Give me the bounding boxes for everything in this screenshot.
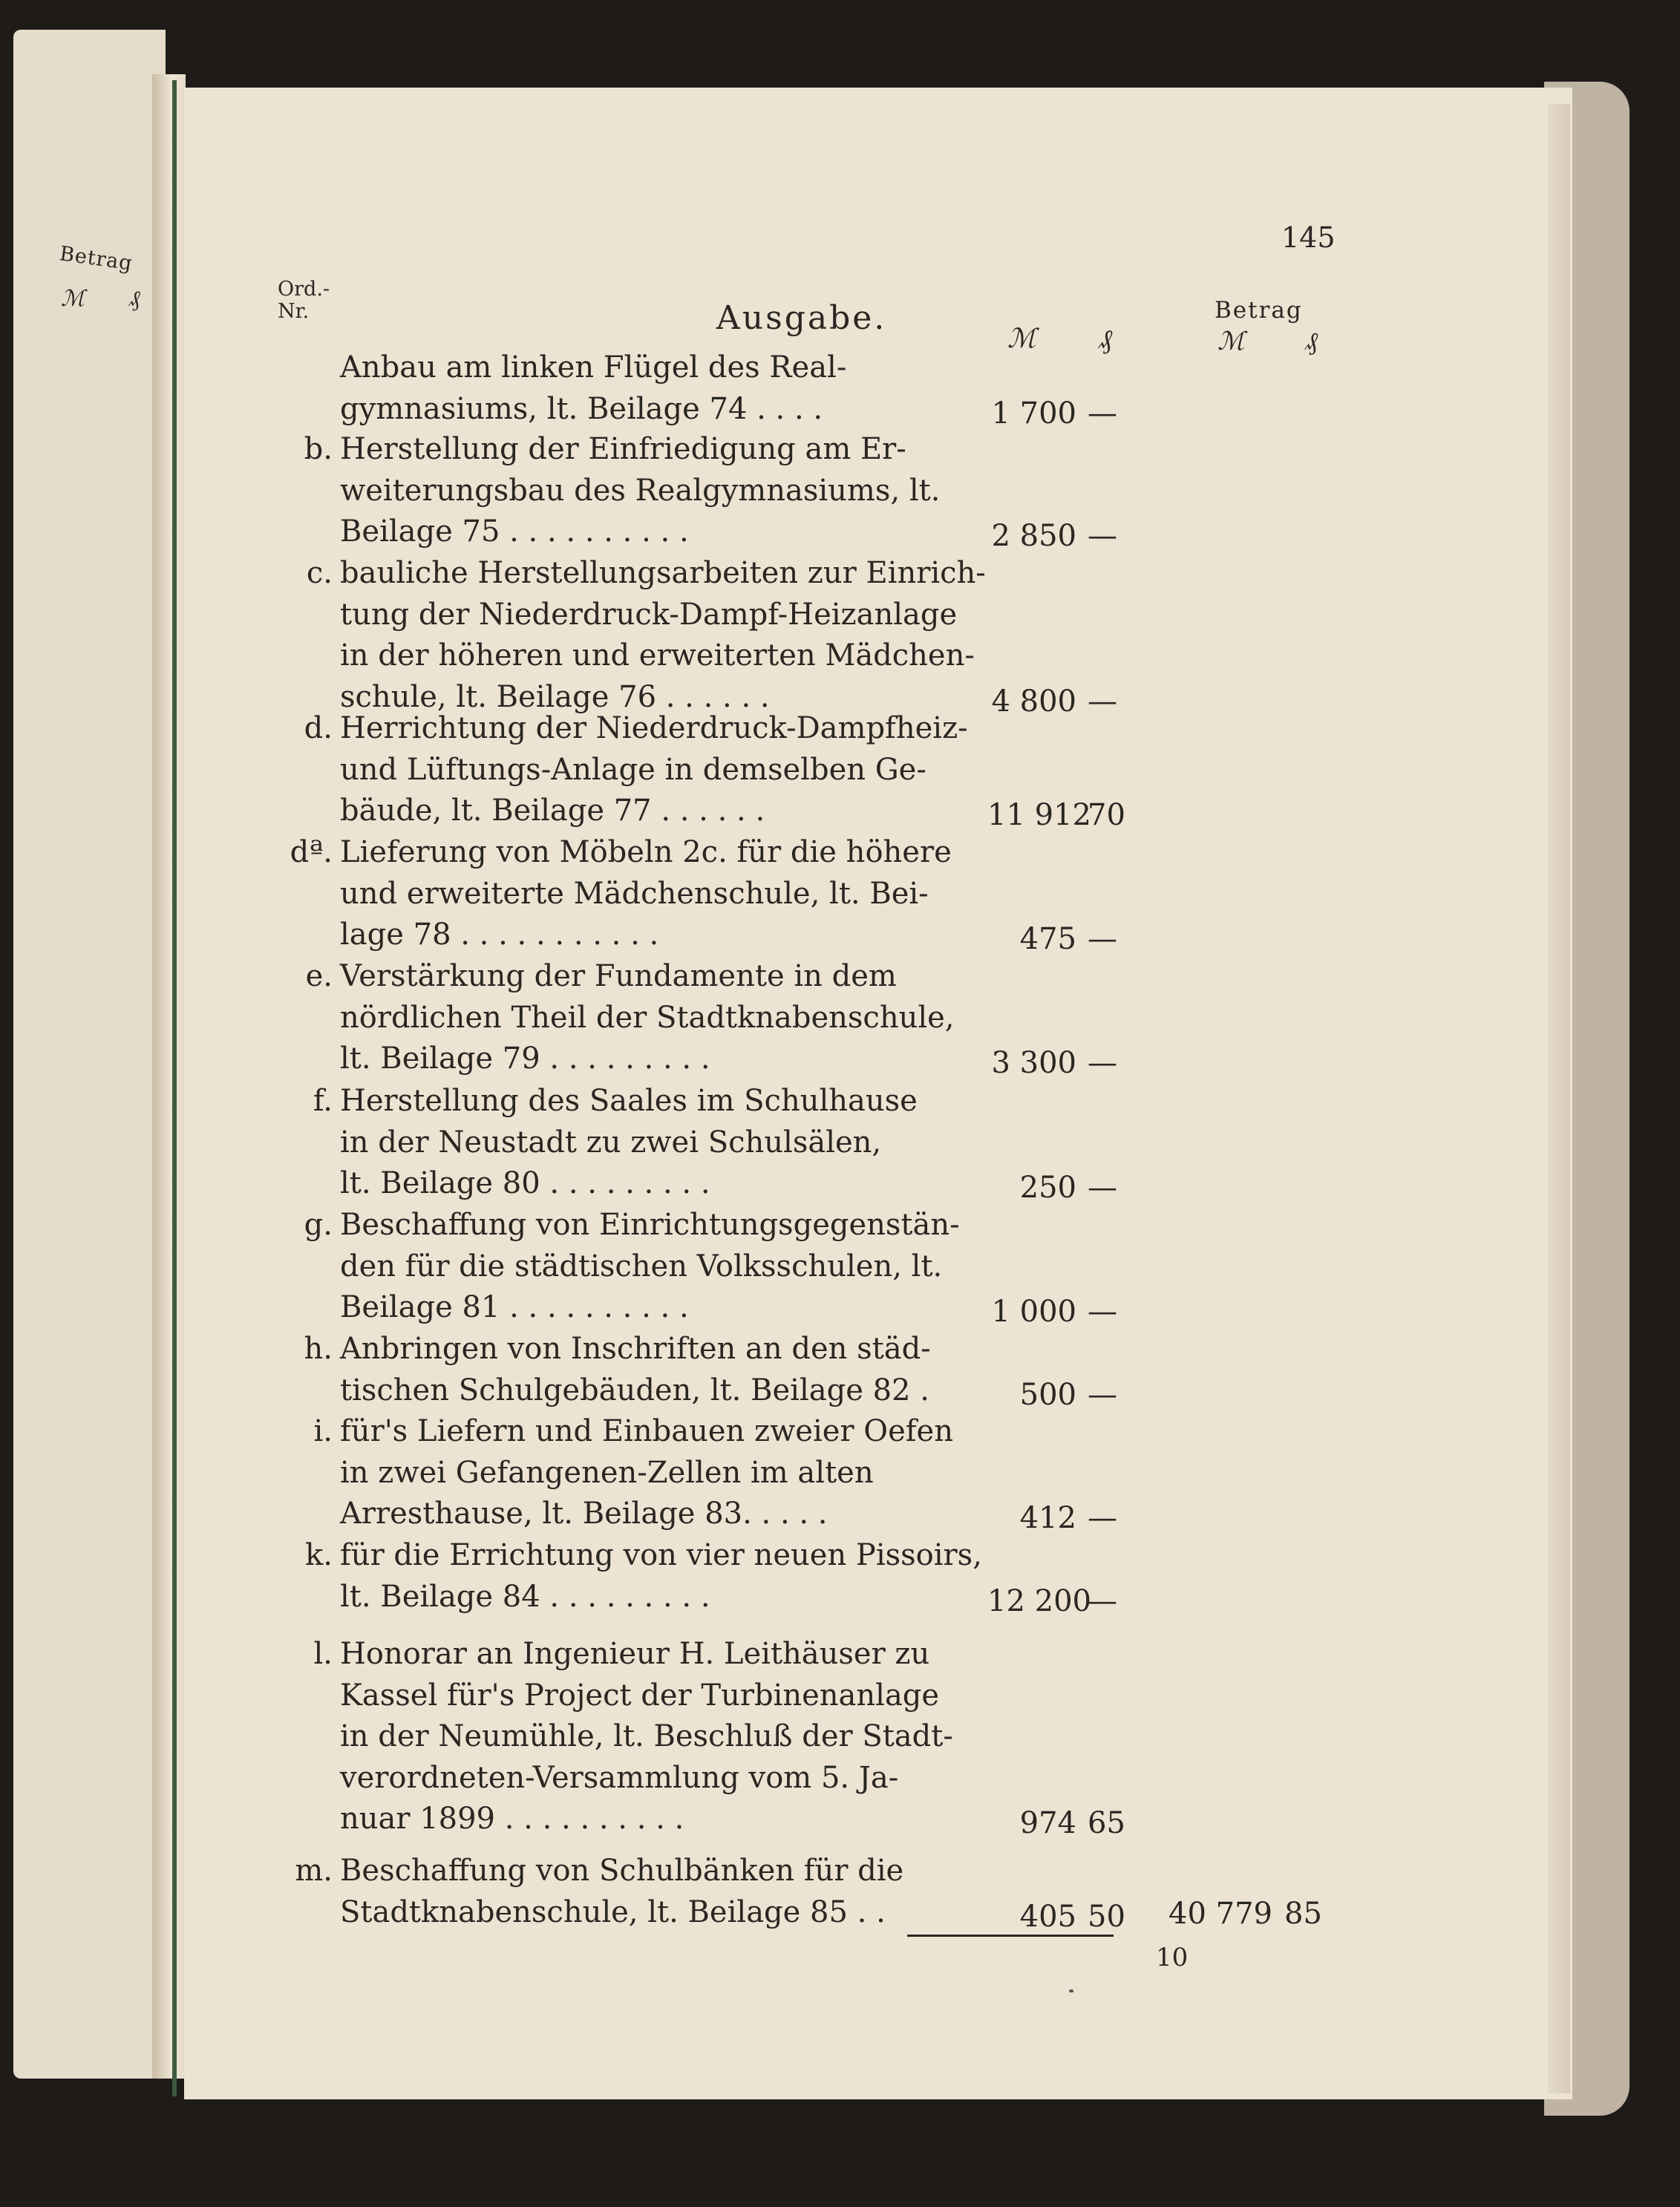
entry-text-line: bäude, lt. Beilage 77 . . . . . . [340,794,765,828]
pfennig-column-header: ₰ [1099,324,1112,355]
entry-amount-mark: 12 200 [987,1583,1091,1618]
betrag-pfennig-header: ₰ [1305,327,1318,356]
betrag-mark-header: ℳ [1217,327,1245,356]
entry-letter: b. [304,432,333,466]
entry-amount-pfennig: — [1088,1171,1117,1205]
entry-amount-pfennig: — [1088,1377,1117,1412]
entry-amount-pfennig: — [1088,396,1117,431]
entry-text-line: Herstellung der Einfriedigung am Er- [340,432,906,466]
entry-text-line: Beschaffung von Einrichtungsgegenstän- [340,1208,960,1242]
entry-text-line: nuar 1899 . . . . . . . . . . [340,1802,684,1836]
entry-text-line: Beilage 75 . . . . . . . . . . [340,514,689,549]
entry-amount-mark: 405 [1019,1899,1076,1934]
entry-letter: g. [304,1208,333,1242]
entry-text-line: für die Errichtung von vier neuen Pissoirs, [340,1538,982,1572]
entry-text-line: Stadtknabenschule, lt. Beilage 85 . . [340,1894,886,1929]
entry-text-line: bauliche Herstellungsarbeiten zur Einrich- [340,556,986,590]
sum-rule [907,1935,1114,1937]
entry-letter: f. [313,1084,333,1118]
entry-letter: h. [304,1332,333,1366]
entry-amount-pfennig: — [1088,922,1117,956]
entry-text-line: Anbringen von Inschriften an den städ- [340,1332,931,1366]
entry-text-line: und Lüftungs-Anlage in demselben Ge- [340,752,926,787]
entry-letter: m. [295,1854,333,1888]
entry-text-line: tischen Schulgebäuden, lt. Beilage 82 . [340,1373,929,1407]
total-pfennig: 85 [1284,1897,1322,1931]
left-betrag-label: Betrag [58,242,134,275]
page-number: 145 [1281,221,1336,254]
entry-text-line: lt. Beilage 79 . . . . . . . . . [340,1042,710,1076]
entry-letter: k. [305,1538,333,1572]
entry-amount-pfennig: 50 [1088,1899,1125,1934]
entry-text-line: Beilage 81 . . . . . . . . . . [340,1290,689,1324]
cover-edge [172,80,177,2096]
entry-text-line: lt. Beilage 80 . . . . . . . . . [340,1166,710,1200]
entry-text-line: Verstärkung der Fundamente in dem [340,959,897,993]
entry-text-line: in der Neustadt zu zwei Schulsälen, [340,1125,882,1160]
entry-text-line: weiterungsbau des Realgymnasiums, lt. [340,473,941,508]
entry-text-line: tung der Niederdruck-Dampf-Heizanlage [340,597,958,632]
section-title: Ausgabe. [716,299,887,337]
entry-text-line: in der höheren und erweiterten Mädchen- [340,638,975,673]
entry-amount-mark: 475 [1019,922,1076,956]
entry-amount-pfennig: — [1088,1046,1117,1080]
left-mark-symbol: ℳ [61,286,85,312]
entry-text-line: lage 78 . . . . . . . . . . . [340,918,659,952]
entry-amount-pfennig: — [1088,1295,1117,1329]
entry-text-line: und erweiterte Mädchenschule, lt. Bei- [340,876,929,911]
entry-text-line: verordneten-Versammlung vom 5. Ja- [340,1760,899,1795]
paper-speck [1069,1989,1073,1992]
entry-amount-mark: 412 [1019,1501,1076,1535]
entry-amount-mark: 1 700 [991,396,1076,431]
entry-text-line: Anbau am linken Flügel des Real- [340,350,847,385]
entry-letter: l. [313,1637,333,1671]
entry-text-line: Herstellung des Saales im Schulhause [340,1084,918,1118]
entry-text-line: schule, lt. Beilage 76 . . . . . . [340,679,770,714]
signature-mark: 10 [1156,1943,1189,1972]
entry-amount-pfennig: — [1088,684,1117,719]
entry-amount-pfennig: — [1088,1583,1117,1618]
entry-letter: i. [313,1414,333,1448]
left-page [13,30,166,2079]
entry-letter: c. [306,556,333,590]
entry-text-line: gymnasiums, lt. Beilage 74 . . . . [340,391,823,426]
page-edge [1548,104,1570,2093]
entry-amount-pfennig: — [1088,519,1117,553]
entry-amount-mark: 974 [1019,1806,1076,1840]
betrag-header: Betrag [1215,297,1303,324]
entry-text-line: Kassel für's Project der Turbinenanlage [340,1678,940,1713]
entry-amount-mark: 1 000 [991,1295,1076,1329]
entry-text-line: Honorar an Ingenieur H. Leithäuser zu [340,1637,930,1671]
total-mark: 40 779 [1169,1897,1272,1931]
entry-text-line: Herrichtung der Niederdruck-Dampfheiz- [340,711,968,745]
entry-amount-mark: 500 [1019,1377,1076,1412]
entry-text-line: Lieferung von Möbeln 2c. für die höhere [340,835,952,869]
entry-amount-mark: 3 300 [991,1046,1076,1080]
left-pfennig-symbol: ₰ [128,286,140,312]
book-gutter [152,74,186,2079]
entry-amount-mark: 11 912 [987,798,1091,832]
ord-nr-header: Ord.- Nr. [278,278,330,323]
entry-amount-pfennig: 65 [1088,1806,1125,1840]
left-units [61,286,140,312]
entry-letter: dª. [290,835,333,869]
entry-letter: d. [304,711,333,745]
entry-text-line: Beschaffung von Schulbänken für die [340,1854,904,1888]
entry-text-line: lt. Beilage 84 . . . . . . . . . [340,1579,710,1614]
entry-text-line: in der Neumühle, lt. Beschluß der Stadt- [340,1719,953,1753]
entry-amount-mark: 4 800 [991,684,1076,719]
entry-amount-pfennig: 70 [1088,798,1125,832]
entry-amount-mark: 250 [1019,1171,1076,1205]
mark-column-header: ℳ [1007,324,1036,354]
entry-text-line: Arresthause, lt. Beilage 83. . . . . [340,1497,828,1531]
entry-amount-pfennig: — [1088,1501,1117,1535]
entry-text-line: in zwei Gefangenen-Zellen im alten [340,1455,874,1490]
entry-text-line: für's Liefern und Einbauen zweier Oefen [340,1414,953,1448]
entry-text-line: den für die städtischen Volksschulen, lt. [340,1249,943,1284]
entry-text-line: nördlichen Theil der Stadtknabenschule, [340,1000,955,1035]
entry-amount-mark: 2 850 [991,519,1076,553]
entry-letter: e. [305,959,333,993]
